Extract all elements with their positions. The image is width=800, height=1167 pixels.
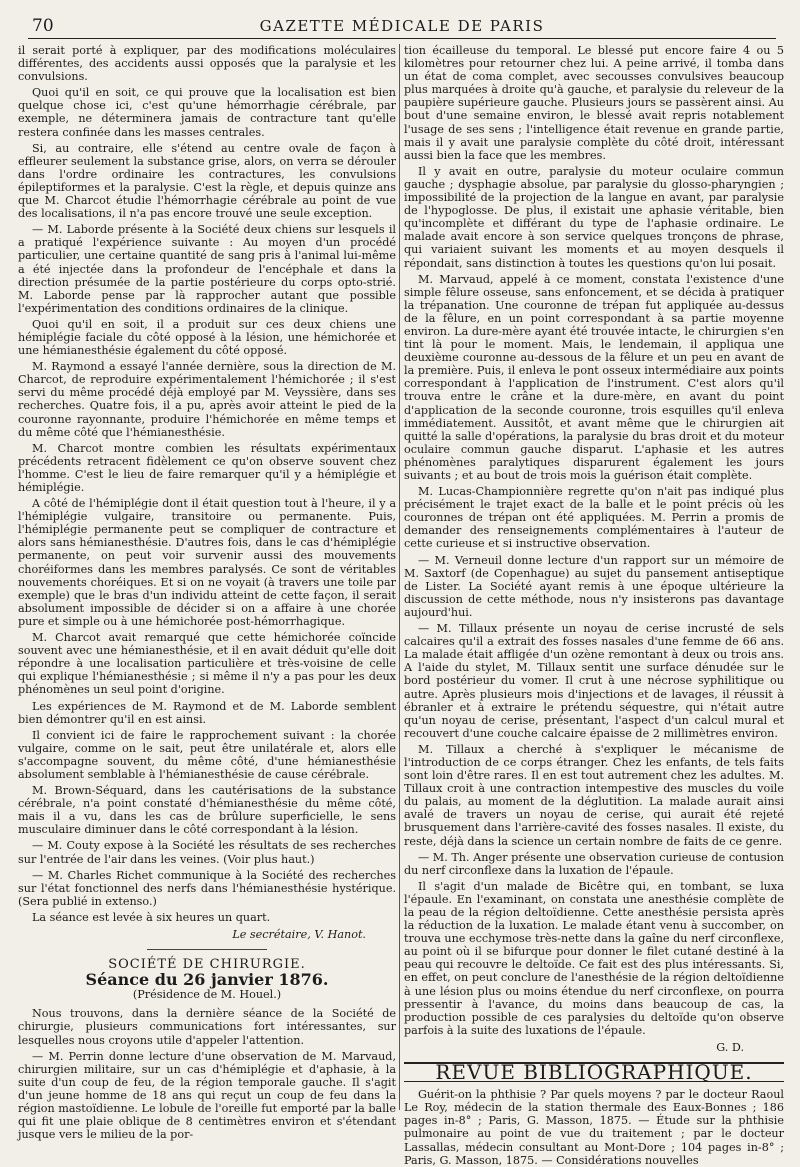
paragraph: M. Brown-Séquard, dans les cautérisations de la substance cérébrale, n'a point constaté d'hémianesthésie du même côté, mais il a vu, dans les cas de brûlure superficielle, le sens musculaire diminuer dans le côté correspondant à la lésion.	[18, 784, 396, 837]
paragraph: — M. Th. Anger présente une observation curieuse de contusion du nerf circonflexe dans la luxation de l'épaule.	[404, 850, 784, 877]
paragraph: Quoi qu'il en soit, ce qui prouve que la localisation est bien quelque chose ici, c'est qu'une hémorrhagie cérébrale, par exemple, ne déterminera jamais de contracture tant qu'elle restera confinée dans les masses centrales.	[18, 86, 396, 139]
right-column	[404, 44, 784, 1167]
paragraph: M. Marvaud, appelé à ce moment, constata l'existence d'une simple fêlure osseuse, sans enfoncement, et se décida à pratiquer la trépanation. Une couronne de trépan fut appliquée au-dessus de la fêlure, en un point correspondant à sa partie moyenne environ. La dure-mère ayant été trouvée intacte, le chirurgien s'en tint là pour le moment. Mais, le lendemain, il appliqua une deuxième couronne au-dessous de la fêlure et un peu en avant de la première. Puis, il enleva le pont osseux intermédiaire aux points correspondant à l'application de l'instrument. C'est alors qu'il trouva entre le crâne et la dure-mère, en avant du point d'application de la seconde couronne, trois esquilles qu'il enleva immédiatement. Aussitôt, et avant même que le chirurgien ait quitté la salle d'opérations, la paralysie du bras droit et du moteur oculaire commun gauche disparut. L'aphasie et les autres phénomènes paralytiques disparurent également les jours suivants ; et au bout de trois mois la guérison était complète.	[404, 272, 784, 482]
paragraph: M. Charcot avait remarqué que cette hémichorée coïncide souvent avec une hémianesthésie, et il en avait déduit qu'elle doit répondre à une localisation particulière et très-voisine de celle qui explique l'hémianesthésie ; si même il n'y a pas pour les deux phénomènes un seul point d'origine.	[18, 631, 396, 697]
paragraph: tion écailleuse du temporal. Le blessé put encore faire 4 ou 5 kilomètres pour retourner chez lui. A peine arrivé, il tomba dans un état de coma complet, avec secousses convulsives beaucoup plus marquées à droite qu'à gauche, et paralysie du releveur de la paupière supérieure gauche. Plusieurs jours se passèrent ainsi. Au bout d'une semaine environ, le blessé avait repris notablement l'usage de ses sens ; l'intelligence était revenue en grande partie, mais il y avait une paralysie complète du côté droit, intéressant aussi bien la face que les membres.	[404, 44, 784, 162]
paragraph: La séance est levée à six heures un quart.	[32, 910, 271, 924]
paragraph: — M. Verneuil donne lecture d'un rapport sur un mémoire de M. Saxtorf (de Copenhague) au sujet du pansement antiseptique de Lister. La Société ayant remis à une époque ultérieure la discussion de cette méthode, nous n'y insisterons pas davantage aujourd'hui.	[404, 553, 784, 619]
paragraph: Quoi qu'il en soit, il a produit sur ces deux chiens une hémiplégie faciale du côté opposé à la lésion, une hémichorée et une hémianesthésie également du côté opposé.	[18, 317, 396, 358]
section-divider	[147, 949, 267, 950]
revue-title: REVUE BIBLIOGRAPHIQUE.	[435, 1060, 753, 1085]
journal-title: GAZETTE MÉDICALE DE PARIS	[259, 17, 545, 35]
presidency: (Présidence de M. Houel.)	[132, 988, 282, 1002]
paragraph: — M. Laborde présente à la Société deux chiens sur lesquels il a pratiqué l'expérience suivante : Au moyen d'un procédé particulier, une certaine quantité de sang pris à l'animal lui-même a été injectée dans la profondeur de l'encéphale et dans la direction présumée de la partie postérieure du corps opto-strié. M. Laborde pense par là rapprocher autant que possible l'expérimentation des conditions ordinaires de la clinique.	[18, 223, 396, 315]
page-number: 70	[32, 16, 54, 36]
paragraph: Guérit-on la phthisie ? Par quels moyens ? par le docteur Raoul Le Roy, médecin de la station thermale des Eaux-Bonnes ; 186 pages in-8° ; Paris, G. Masson, 1875. — Étude sur la phthisie pulmonaire au point de vue du traitement ; par le docteur Lassallas, médecin consultant au Mont-Dore ; 104 pages in-8° ; Paris, G. Masson, 1875. — Considérations nouvelles	[404, 1088, 784, 1167]
paragraph: Nous trouvons, dans la dernière séance de la Société de chirurgie, plusieurs communications fort intéressantes, sur lesquelles nous croyons utile d'appeler l'attention.	[18, 1007, 396, 1047]
revue-header	[404, 1060, 784, 1085]
column-rule	[399, 44, 400, 1110]
author-initials: G. D.	[716, 1040, 744, 1054]
paragraph: Il s'agit d'un malade de Bicêtre qui, en tombant, se luxa l'épaule. En l'examinant, on constata une anesthésie complète de la peau de la région deltoïdienne. Cette anesthésie persista après la réduction de la luxation. Le malade étant venu à succomber, on trouva une ecchymose très-nette dans la gaîne du nerf circonflexe, au point où il se bifurque pour donner le filet cutané destiné à la peau qui recouvre le deltoïde. Ce fait est des plus intéressants. Si, en effet, on peut conclure de l'anesthésie de la région deltoïdienne à une lésion plus ou moins étendue du nerf circonflexe, on pourra pressentir à l'avance, du moins dans beaucoup de cas, la production possible de ces paralysies du deltoïde qu'on observe parfois à la suite des luxations de l'épaule.	[404, 879, 784, 1037]
paragraph: Si, au contraire, elle s'étend au centre ovale de façon à effleurer seulement la substance grise, alors, on verra se dérouler dans l'ordre ordinaire les contractures, les convulsions épileptiformes et la paralysie. C'est la règle, et depuis quinze ans que M. Charcot étudie l'hémorrhagie cérébrale au point de vue des localisations, il n'a pas encore trouvé une seule exception.	[18, 141, 396, 221]
paragraph: il serait porté à expliquer, par des modifications moléculaires différentes, des accidents aussi opposés que la paralysie et les convulsions.	[18, 44, 396, 84]
secretary-signature: Le secrétaire, V. Hanot.	[232, 928, 366, 941]
paragraph: M. Lucas-Championnière regrette qu'on n'ait pas indiqué plus précisément le trajet exact de la balle et le point précis où les couronnes de trépan ont été appliquées. M. Perrin a promis de demander des renseignements complémentaires à l'auteur de cette curieuse et si instructive observation.	[404, 485, 784, 551]
paragraph: Il y avait en outre, paralysie du moteur oculaire commun gauche ; dysphagie absolue, par paralysie du glosso-pharyngien ; impossibilité de la projection de la langue en avant, par paralysie de l'hypoglosse. De plus, il existait une aphasie véritable, bien qu'incomplète et différant du type de l'aphasie ordinaire. Le malade avait encore à son service quelques tronçons de phrase, qui variaient suivant les moments et au moyen desquels il répondait, sans distinction à toutes les questions qu'on lui posait.	[404, 164, 784, 270]
paragraph: A côté de l'hémiplégie dont il était question tout à l'heure, il y a l'hémiplégie vulgaire, transitoire ou permanente. Puis, l'hémiplégie permanente peut se compliquer de contracture et alors sans hémianesthésie. D'autres fois, dans le cas d'hémiplégie permanente, on peut voir survenir aussi des mouvements choréiformes dans les membres paralysés. Ce sont de véritables nouvements choréiques. Et si on ne voyait (à travers une toile par exemple) que le bras d'un individu atteint de cette façon, il serait absolument impossible de décider si on a affaire à une chorée pure et simple ou à une hémichorée post-hémorrhagique.	[18, 497, 396, 628]
paragraph: M. Charcot montre combien les résultats expérimentaux précédents retracent fidèlement ce qu'on observe souvent chez l'homme. C'est le lieu de faire remarquer qu'il y a hémiplégie et hémiplégie.	[18, 441, 396, 494]
section-title: SOCIÉTÉ DE CHIRURGIE.	[108, 957, 306, 973]
paragraph: M. Tillaux a cherché à s'expliquer le mécanisme de l'introduction de ce corps étranger. Chez les enfants, de tels faits sont loin d'être rares. Il en est tout autrement chez les adultes. M. Tillaux croit à une contraction intempestive des muscles du voile du palais, au moment de la déglutition. La malade aurait ainsi avalé de travers un noyau de cerise, qui aurait été rejeté brusquement dans l'arrière-cavité des fosses nasales. Il existe, du reste, déjà dans la science un certain nombre de faits de ce genre.	[404, 742, 784, 848]
page-header	[28, 14, 776, 39]
left-column	[18, 44, 396, 1142]
paragraph: Les expériences de M. Raymond et de M. Laborde semblent bien démontrer qu'il en est ainsi.	[18, 699, 396, 726]
session-date: Séance du 26 janvier 1876.	[85, 970, 329, 990]
paragraph: — M. Charles Richet communique à la Société des recherches sur l'état fonctionnel des nerfs dans l'hémianesthésie hystérique. (Sera publié in extenso.)	[18, 868, 396, 908]
paragraph: M. Raymond a essayé l'année dernière, sous la direction de M. Charcot, de reproduire expérimentalement l'hémichorée ; il s'est servi du même procédé déjà employé par M. Veyssière, dans ses recherches. Quatre fois, il a pu, après avoir atteint le pied de la couronne rayonnante, produire l'hémichorée en même temps et du même côté que l'hémianesthésie.	[18, 360, 396, 439]
paragraph: — M. Perrin donne lecture d'une observation de M. Marvaud, chirurgien militaire, sur un cas d'hémiplégie et d'aphasie, à la suite d'un coup de feu, de la région temporale gauche. Il s'agit d'un jeune homme de 18 ans qui reçut un coup de feu dans la région mastoïdienne. Le lobule de l'oreille fut emporté par la balle qui fit une plaie oblique de 8 centimètres environ et s'étendant jusque vers le milieu de la por-	[18, 1049, 396, 1142]
paragraph: — M. Tillaux présente un noyau de cerise incrusté de sels calcaires qu'il a extrait des fosses nasales d'une femme de 66 ans. La malade était affligée d'un ozène remontant à deux ou trois ans. A l'aide du stylet, M. Tillaux sentit une surface dénudée sur le bord postérieur du vomer. Il crut à une nécrose syphilitique ou autre. Après plusieurs mois d'injections et de lavages, il réussit à ébranler et à extraire le prétendu séquestre, qui n'était autre qu'un noyau de cerise, présentant, l'aspect d'un calcul mural et recouvert d'une couche calcaire épaisse de 2 millimètres environ.	[404, 622, 784, 740]
paragraph: Il convient ici de faire le rapprochement suivant : la chorée vulgaire, comme on le sait, peut être unilatérale et, alors elle s'accompagne souvent, du même côté, d'une hémianesthésie absolument semblable à l'hémianesthésie de cause cérébrale.	[18, 728, 396, 781]
paragraph: — M. Couty expose à la Société les résultats de ses recherches sur l'entrée de l'air dans les veines. (Voir plus haut.)	[18, 839, 396, 866]
